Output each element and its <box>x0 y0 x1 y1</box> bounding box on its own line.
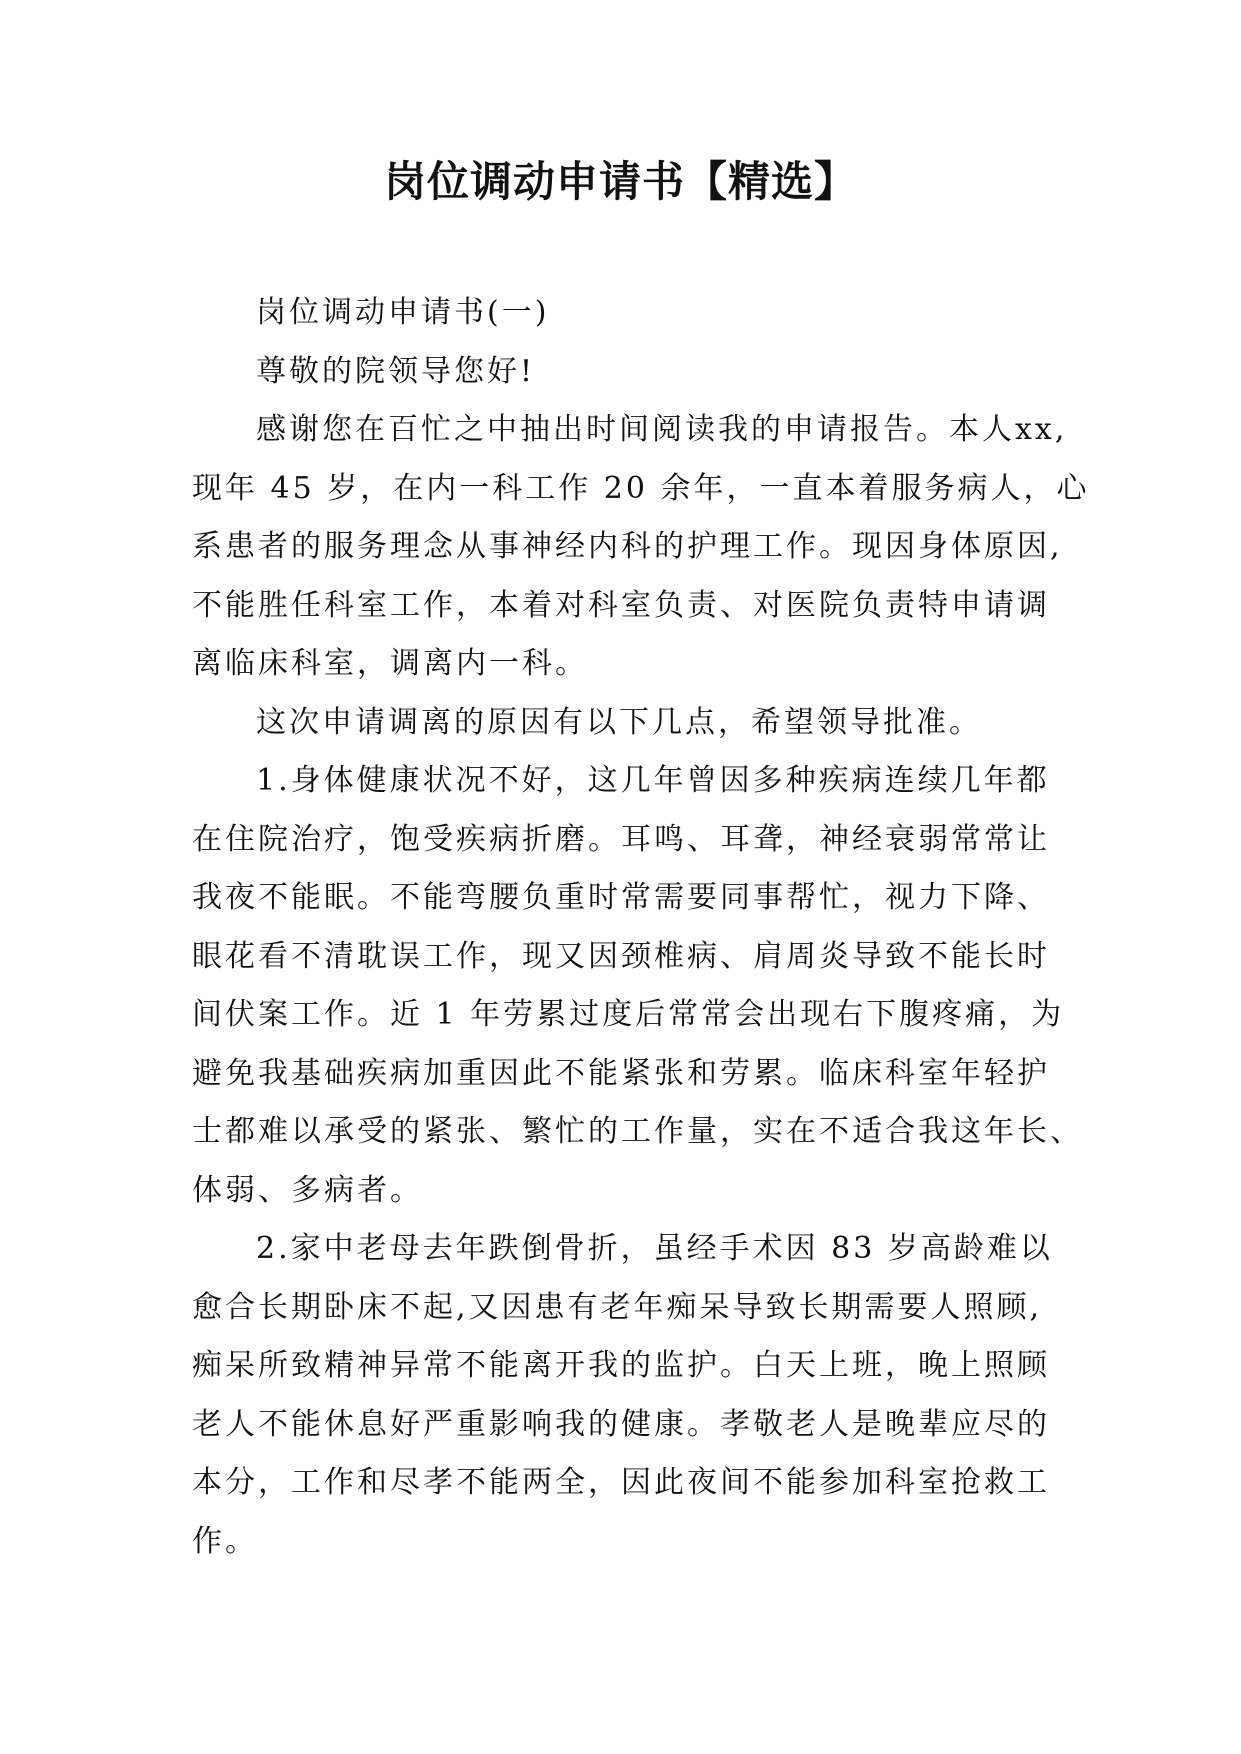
text-line: 尊敬的院领导您好! <box>256 353 536 389</box>
text-line: 现年 45 岁，在内一科工作 20 余年，一直本着服务病人，心 <box>192 470 1090 506</box>
text-line: 愈合长期卧床不起,又因患有老年痴呆导致长期需要人照顾, <box>192 1289 1043 1325</box>
document-body <box>192 284 1090 1571</box>
text-line: 老人不能休息好严重影响我的健康。孝敬老人是晚辈应尽的 <box>192 1406 1050 1442</box>
text-line: 间伏案工作。近 1 年劳累过度后常常会出现右下腹疼痛，为 <box>192 997 1065 1032</box>
text-line: 感谢您在百忙之中抽出时间阅读我的申请报告。本人xx, <box>256 412 1068 447</box>
text-line: 痴呆所致精神异常不能离开我的监护。白天上班，晚上照顾 <box>192 1348 1050 1383</box>
text-line: 离临床科室，调离内一科。 <box>192 646 588 681</box>
text-line: 作。 <box>192 1523 258 1559</box>
text-line: 我夜不能眠。不能弯腰负重时常需要同事帮忙，视力下降、 <box>192 880 1050 915</box>
text-line: 士都难以承受的紧张、繁忙的工作量，实在不适合我这年长、 <box>192 1114 1083 1149</box>
text-line: 这次申请调离的原因有以下几点，希望领导批准。 <box>256 704 982 740</box>
text-line: 岗位调动申请书(一) <box>256 295 550 330</box>
text-line: 系患者的服务理念从事神经内科的护理工作。现因身体原因, <box>192 529 1063 564</box>
text-line: 体弱、多病者。 <box>192 1172 423 1208</box>
text-line: 在住院治疗，饱受疾病折磨。耳鸣、耳聋，神经衰弱常常让 <box>192 821 1050 857</box>
text-line: 不能胜任科室工作，本着对科室负责、对医院负责特申请调 <box>192 587 1050 623</box>
text-line: 本分，工作和尽孝不能两全，因此夜间不能参加科室抢救工 <box>192 1465 1050 1500</box>
text-line: 2.家中老母去年跌倒骨折，虽经手术因 83 岁高龄难以 <box>256 1231 1053 1266</box>
text-line: 1.身体健康状况不好，这几年曾因多种疾病连续几年都 <box>256 763 1050 798</box>
text-line: 眼花看不清耽误工作，现又因颈椎病、肩周炎导致不能长时 <box>192 938 1050 974</box>
document-title: 岗位调动申请书【精选】 <box>383 157 857 206</box>
text-line: 避免我基础疾病加重因此不能紧张和劳累。临床科室年轻护 <box>192 1055 1050 1091</box>
